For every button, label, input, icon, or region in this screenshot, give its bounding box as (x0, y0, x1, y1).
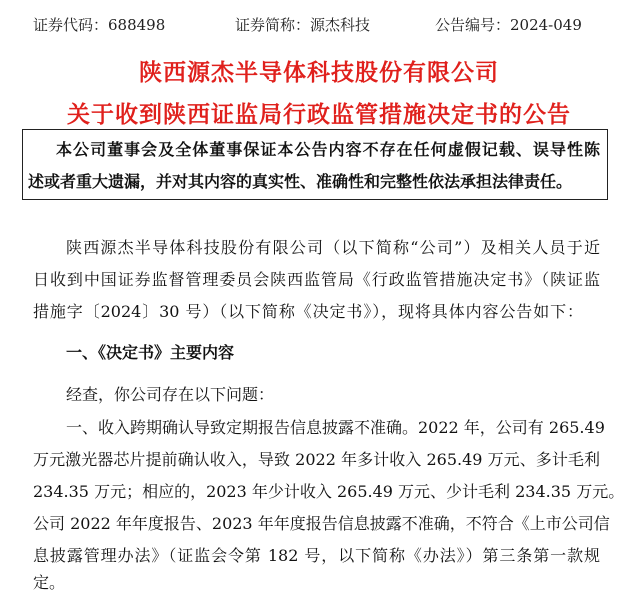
security-abbreviation: 证券简称：源杰科技 (235, 16, 371, 34)
security-code: 证券代码：688498 (33, 16, 166, 34)
body-line: 公司 2022 年年度报告、2023 年年度报告信息披露不准确，不符合《上市公司信 (33, 514, 610, 533)
title-subject: 关于收到陕西证监局行政监管措施决定书的公告 (67, 102, 571, 128)
body-line: 息披露管理办法》（证监会令第 182 号，以下简称《办法》）第三条第一款规 (33, 546, 600, 565)
body-line: 经查，你公司存在以下问题： (66, 385, 275, 404)
body-line: 万元激光器芯片提前确认收入，导致 2022 年多计收入 265.49 万元、多计毛利 (33, 450, 600, 469)
intro-line: 陕西源杰半导体科技股份有限公司（以下简称“公司”）及相关人员于近 (66, 238, 600, 257)
body-line: 一、收入跨期确认导致定期报告信息披露不准确。2022 年，公司有 265.49 (66, 418, 605, 437)
announcement-number: 公告编号：2024-049 (435, 16, 582, 34)
title-company: 陕西源杰半导体科技股份有限公司 (139, 60, 499, 86)
disclaimer-line: 本公司董事会及全体董事保证本公告内容不存在任何虚假记载、误导性陈 (56, 140, 600, 159)
intro-line: 措施字〔2024〕30 号）（以下简称《决定书》），现将具体内容公告如下： (33, 302, 583, 321)
section-heading: 一、《决定书》主要内容 (66, 343, 235, 362)
body-line: 234.35 万元；相应的，2023 年少计收入 265.49 万元、少计毛利 234.35 万元。 (33, 482, 625, 501)
body-line: 定。 (33, 573, 66, 592)
disclaimer-line: 述或者重大遗漏，并对其内容的真实性、准确性和完整性依法承担法律责任。 (28, 172, 573, 191)
intro-line: 日收到中国证券监督管理委员会陕西监管局《行政监管措施决定书》（陕证监 (33, 270, 600, 289)
